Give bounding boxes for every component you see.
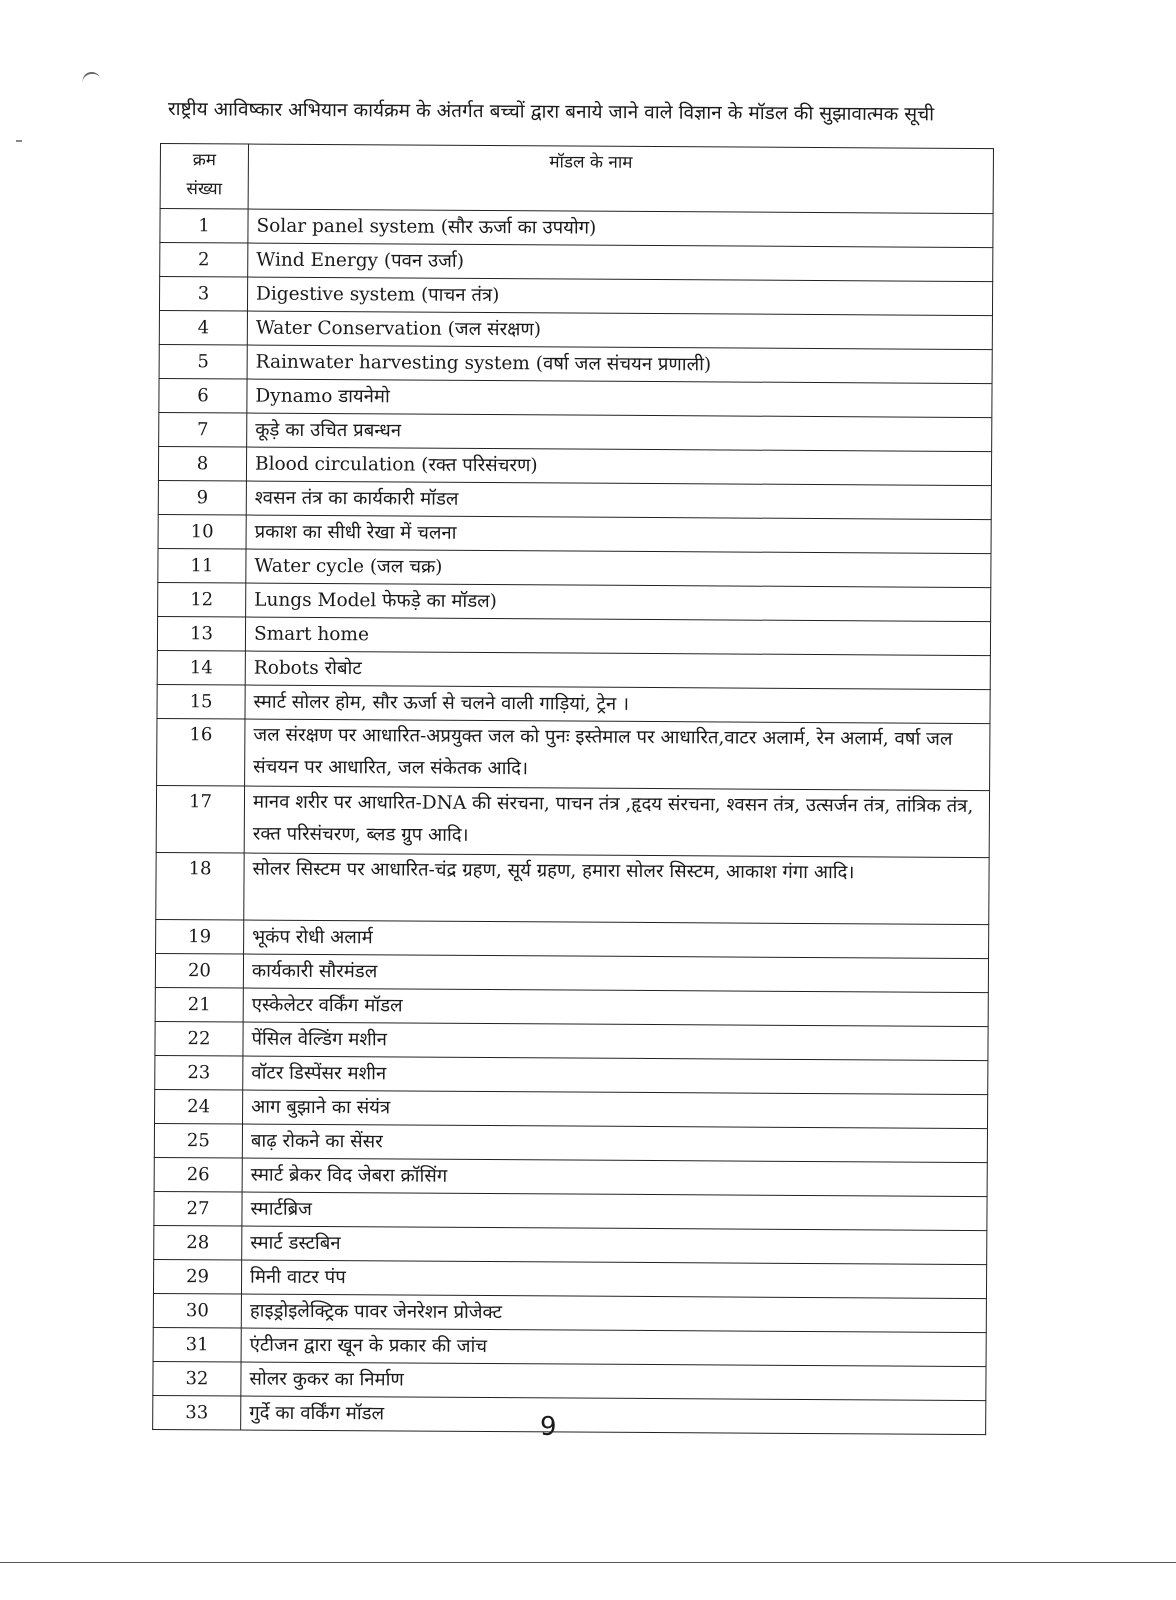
serial-number-cell: 28 (154, 1225, 242, 1260)
model-name-cell: हाइड्रोइलेक्ट्रिक पावर जेनरेशन प्रोजेक्ट (241, 1294, 986, 1333)
serial-number-cell: 17 (156, 785, 244, 853)
table-row (154, 1123, 987, 1162)
page-number: 9 (540, 1412, 557, 1442)
model-name-cell: Solar panel system (सौर ऊर्जा का उपयोग) (248, 209, 993, 248)
table-row (153, 1395, 986, 1434)
model-name-cell: कार्यकारी सौरमंडल (243, 954, 988, 993)
table-row (159, 344, 992, 383)
serial-number-cell: 19 (156, 919, 244, 954)
serial-number-cell: 20 (155, 953, 243, 988)
header-serial-number (160, 144, 248, 210)
table-row (157, 718, 990, 790)
table-row (158, 480, 991, 519)
table-row (155, 987, 988, 1026)
header-serial-number-line1: क्रम (192, 150, 217, 171)
table-row (158, 548, 991, 587)
model-name-cell: मिनी वाटर पंप (241, 1260, 986, 1299)
serial-number-cell: 4 (159, 310, 247, 345)
table-row (159, 412, 992, 451)
table-row (155, 1089, 988, 1128)
header-model-name: मॉडल के नाम (248, 144, 993, 214)
model-name-cell: Water Conservation (जल संरक्षण) (247, 311, 992, 350)
model-name-cell: Robots रोबोट (245, 651, 990, 690)
model-name-cell: स्मार्ट डस्टबिन (242, 1226, 987, 1265)
model-name-cell: आग बुझाने का संयंत्र (243, 1090, 988, 1129)
serial-number-cell: 15 (157, 684, 245, 719)
serial-number-cell: 16 (157, 718, 245, 786)
table-row (153, 1259, 986, 1298)
table-row (156, 785, 989, 857)
model-list-table-wrapper (152, 143, 993, 1435)
model-name-cell: वॉटर डिस्पेंसर मशीन (243, 1056, 988, 1095)
serial-number-cell: 7 (159, 412, 247, 447)
serial-number-cell: 23 (155, 1055, 243, 1090)
model-name-cell: जल संरक्षण पर आधारित-अप्रयुक्त जल को पुनः इस्तेमाल पर आधारित,वाटर अलार्म, रेन अलार्म, वर्षा जल संचयन पर आधारित, जल संकेतक आदि। (245, 719, 990, 791)
table-row (159, 310, 992, 349)
model-name-cell: स्मार्टब्रिज (242, 1192, 987, 1231)
model-name-cell: Dynamo डायनेमो (247, 379, 992, 418)
serial-number-cell: 12 (158, 582, 246, 617)
model-name-cell: मानव शरीर पर आधारित-DNA की संरचना, पाचन तंत्र ,हृदय संरचना, श्वसन तंत्र, उत्सर्जन तंत्र, तांत्रिक तंत्र, रक्त परिसंचरण, ब्लड ग्रुप आदि। (244, 786, 989, 858)
table-row (160, 243, 993, 282)
model-name-cell: बाढ़ रोकने का सेंसर (242, 1124, 987, 1163)
table-row (156, 852, 989, 924)
model-name-cell: श्वसन तंत्र का कार्यकारी मॉडल (246, 481, 991, 520)
serial-number-cell: 31 (153, 1327, 241, 1362)
serial-number-cell: 2 (160, 243, 248, 278)
serial-number-cell: 5 (159, 344, 247, 379)
table-row (159, 378, 992, 417)
serial-number-cell: 14 (157, 650, 245, 685)
table-row (158, 514, 991, 553)
serial-number-cell: 10 (158, 514, 246, 549)
serial-number-cell: 33 (153, 1395, 241, 1430)
model-name-cell: Blood circulation (रक्त परिसंचरण) (246, 447, 991, 486)
model-name-cell: एंटीजन द्वारा खून के प्रकार की जांच (241, 1328, 986, 1367)
model-name-cell: Smart home (245, 617, 990, 656)
serial-number-cell: 24 (155, 1089, 243, 1124)
model-name-cell: Digestive system (पाचन तंत्र) (247, 277, 992, 316)
model-name-cell: एस्केलेटर वर्किंग मॉडल (243, 988, 988, 1027)
serial-number-cell: 30 (153, 1293, 241, 1328)
table-row (157, 616, 990, 655)
table-row (154, 1157, 987, 1196)
serial-number-cell: 3 (159, 277, 247, 312)
model-name-cell: भूकंप रोधी अलार्म (244, 920, 989, 959)
model-name-cell: स्मार्ट ब्रेकर विद जेबरा क्रॉसिंग (242, 1158, 987, 1197)
serial-number-cell: 1 (160, 209, 248, 244)
model-name-cell: स्मार्ट सोलर होम, सौर ऊर्जा से चलने वाली गाड़ियां, ट्रेन । (245, 685, 990, 724)
corner-mark (81, 70, 101, 85)
serial-number-cell: 13 (157, 616, 245, 651)
table-body (153, 209, 993, 1435)
table-header-row (160, 144, 993, 214)
serial-number-cell: 11 (158, 548, 246, 583)
table-row (156, 919, 989, 958)
table-row (155, 1055, 988, 1094)
model-name-cell: Lungs Model फेफड़े का मॉडल) (246, 583, 991, 622)
table-row (160, 209, 993, 248)
serial-number-cell: 22 (155, 1021, 243, 1056)
table-row (154, 1225, 987, 1264)
model-name-cell: सोलर सिस्टम पर आधारित-चंद्र ग्रहण, सूर्य ग्रहण, हमारा सोलर सिस्टम, आकाश गंगा आदि। (244, 853, 989, 925)
serial-number-cell: 32 (153, 1361, 241, 1396)
table-row (157, 684, 990, 723)
margin-mark (16, 140, 22, 142)
model-name-cell: पेंसिल वेल्डिंग मशीन (243, 1022, 988, 1061)
page-title: राष्ट्रीय आविष्कार अभियान कार्यक्रम के अंतर्गत बच्चों द्वारा बनाये जाने वाले विज्ञान के मॉडल की सुझावात्मक सूची (167, 97, 935, 126)
model-name-cell: Wind Energy (पवन उर्जा) (248, 243, 993, 282)
table-row (154, 1191, 987, 1230)
model-name-cell: कूड़े का उचित प्रबन्धन (247, 413, 992, 452)
table-row (153, 1361, 986, 1400)
serial-number-cell: 9 (158, 480, 246, 515)
serial-number-cell: 8 (158, 446, 246, 481)
table-row (155, 1021, 988, 1060)
model-name-cell: गुर्दे का वर्किंग मॉडल (241, 1396, 986, 1435)
bottom-rule (0, 1562, 1176, 1563)
model-list-table (152, 143, 994, 1435)
serial-number-cell: 6 (159, 378, 247, 413)
serial-number-cell: 25 (154, 1123, 242, 1158)
table-row (158, 446, 991, 485)
serial-number-cell: 29 (153, 1259, 241, 1294)
serial-number-cell: 21 (155, 987, 243, 1022)
table-row (159, 277, 992, 316)
model-name-cell: प्रकाश का सीधी रेखा में चलना (246, 515, 991, 554)
table-row (155, 953, 988, 992)
serial-number-cell: 26 (154, 1157, 242, 1192)
table-row (153, 1327, 986, 1366)
table-row (157, 650, 990, 689)
serial-number-cell: 27 (154, 1191, 242, 1226)
model-name-cell: Rainwater harvesting system (वर्षा जल संचयन प्रणाली) (247, 345, 992, 384)
table-row (153, 1293, 986, 1332)
model-name-cell: Water cycle (जल चक्र) (246, 549, 991, 588)
model-name-cell: सोलर कुकर का निर्माण (241, 1362, 986, 1401)
header-serial-number-line2: संख्या (186, 179, 223, 200)
table-row (158, 582, 991, 621)
serial-number-cell: 18 (156, 852, 244, 920)
